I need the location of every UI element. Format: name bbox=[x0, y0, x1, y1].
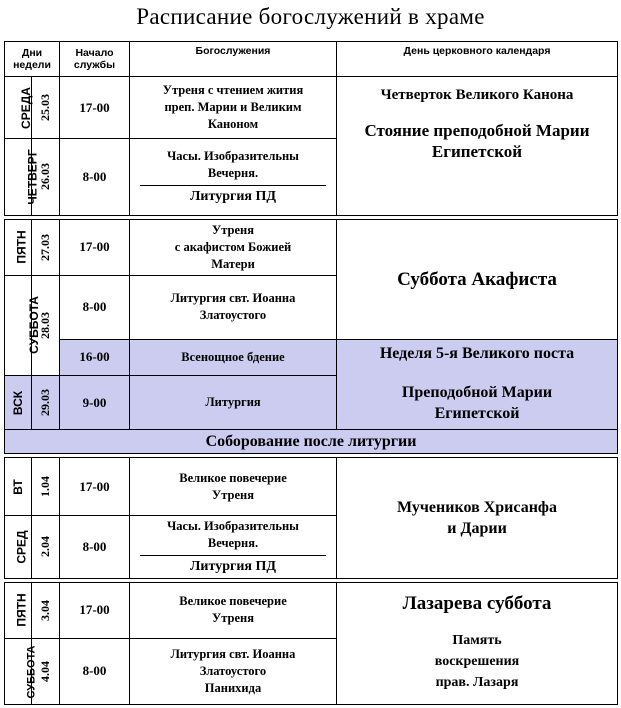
day-cell: ВСК bbox=[5, 375, 32, 429]
table-row bbox=[5, 339, 618, 375]
day-cell: СУББОТА bbox=[5, 638, 32, 704]
services-header: Богослужения bbox=[130, 42, 337, 77]
time-cell: 8-00 bbox=[60, 139, 130, 215]
days-header: Дни недели bbox=[5, 42, 60, 77]
time-cell: 16-00 bbox=[60, 339, 130, 375]
day-cell: ЧЕТВЕРГ bbox=[5, 139, 32, 215]
service-cell: Великое повечерие Утреня bbox=[130, 582, 337, 638]
calendar-cell: Суббота Акафиста bbox=[337, 219, 618, 339]
time-cell: 8-00 bbox=[60, 638, 130, 704]
day-cell: ВТ bbox=[5, 458, 32, 516]
date-cell: 29.03 bbox=[32, 375, 60, 429]
day-cell: СРЕДА bbox=[5, 77, 32, 139]
day-cell: СУББОТА bbox=[5, 275, 32, 375]
day-cell: ПЯТН bbox=[5, 219, 32, 275]
day-cell: СРЕД bbox=[5, 516, 32, 578]
service-cell: Всенощное бдение bbox=[130, 339, 337, 375]
calendar-cell: Четверток Великого Канона Стояние преподобной Марии Египетской bbox=[337, 77, 618, 215]
date-cell: 28.03 bbox=[32, 275, 60, 375]
table-row bbox=[5, 582, 618, 638]
calendar-header: День церковного календаря bbox=[337, 42, 618, 77]
header-row bbox=[5, 42, 618, 77]
date-cell: 1.04 bbox=[32, 458, 60, 516]
table-row bbox=[5, 77, 618, 139]
start-header: Начало службы bbox=[60, 42, 130, 77]
calendar-cell: Мучеников Хрисанфа и Дарии bbox=[337, 458, 618, 578]
day-cell: ПЯТН bbox=[5, 582, 32, 638]
table-row bbox=[5, 219, 618, 275]
service-cell: Литургия bbox=[130, 375, 337, 429]
time-cell: 17-00 bbox=[60, 458, 130, 516]
calendar-cell: Лазарева суббота Память воскрешения прав. Лазаря bbox=[337, 582, 618, 704]
time-cell: 9-00 bbox=[60, 375, 130, 429]
date-cell: 2.04 bbox=[32, 516, 60, 578]
service-cell: Часы. Изобразительны Вечерня. Литургия ПД bbox=[130, 139, 337, 215]
date-cell: 25.03 bbox=[32, 77, 60, 139]
service-cell: Литургия свт. Иоанна Златоустого bbox=[130, 275, 337, 339]
calendar-cell: Неделя 5-я Великого поста Преподобной Марии Египетской bbox=[337, 339, 618, 429]
table-row bbox=[5, 458, 618, 516]
service-cell: Литургия свт. Иоанна Златоустого Панихида bbox=[130, 638, 337, 704]
date-cell: 26.03 bbox=[32, 139, 60, 215]
date-cell: 4.04 bbox=[32, 638, 60, 704]
date-cell: 27.03 bbox=[32, 219, 60, 275]
service-cell: Утреня с акафистом Божией Матери bbox=[130, 219, 337, 275]
banner: Соборование после литургии bbox=[5, 430, 618, 454]
time-cell: 17-00 bbox=[60, 219, 130, 275]
schedule-table bbox=[4, 41, 618, 705]
service-cell: Утреня с чтением жития преп. Марии и Великим Каноном bbox=[130, 77, 337, 139]
banner-row bbox=[5, 430, 618, 454]
page-title: Расписание богослужений в храме bbox=[136, 4, 485, 29]
time-cell: 17-00 bbox=[60, 582, 130, 638]
service-cell: Великое повечерие Утреня bbox=[130, 458, 337, 516]
date-cell: 3.04 bbox=[32, 582, 60, 638]
time-cell: 8-00 bbox=[60, 275, 130, 339]
time-cell: 8-00 bbox=[60, 516, 130, 578]
service-cell: Часы. Изобразительны Вечерня. Литургия ПД bbox=[130, 516, 337, 578]
time-cell: 17-00 bbox=[60, 77, 130, 139]
